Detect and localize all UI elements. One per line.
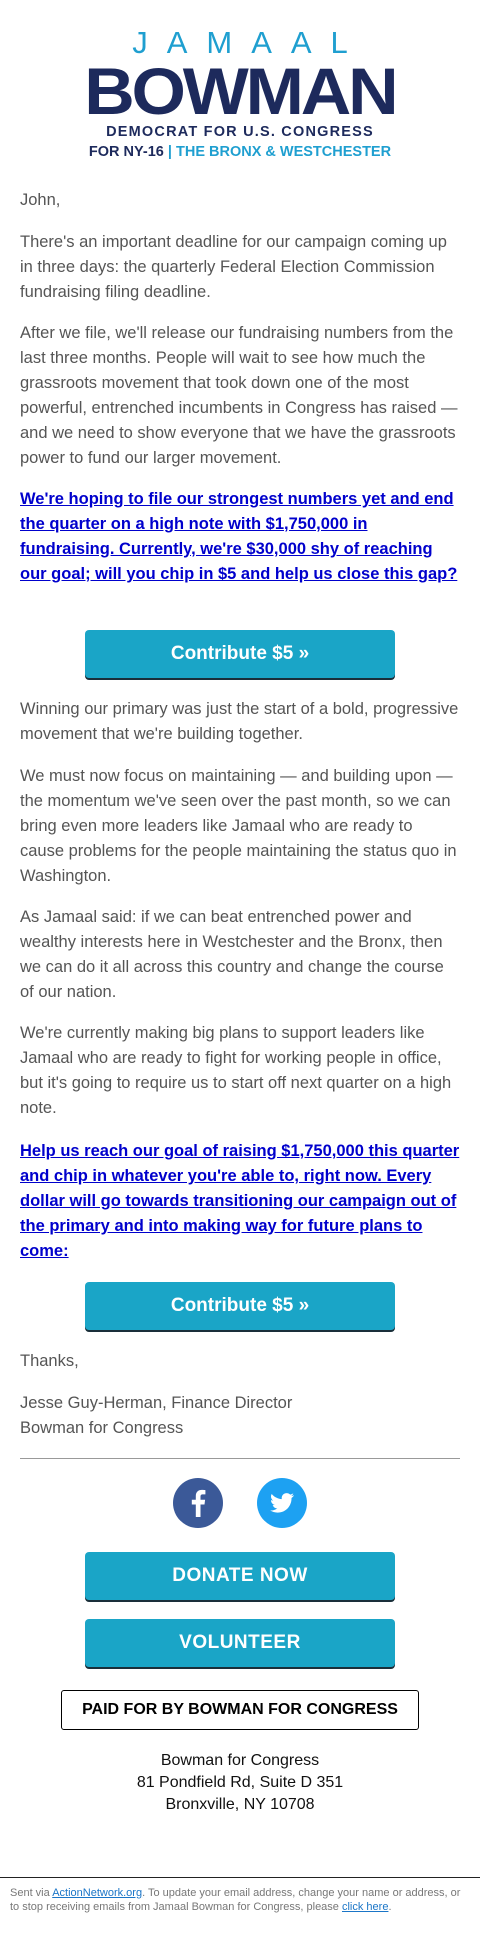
address-name: Bowman for Congress — [160, 1752, 320, 1769]
logo-district-label: FOR NY-16 — [88, 144, 164, 160]
paid-for-disclaimer: PAID FOR BY BOWMAN FOR CONGRESS — [61, 1690, 419, 1730]
logo-district: FOR NY-16 | THE BRONX & WESTCHESTER — [88, 144, 392, 160]
unsubscribe-link[interactable]: click here — [341, 1901, 389, 1913]
email-container — [20, 0, 460, 1813]
twitter-icon[interactable] — [257, 1478, 307, 1528]
footer — [10, 1886, 470, 1914]
footer-sent-via: Sent via — [10, 1887, 53, 1899]
paragraph-primary: Winning our primary was just the start of a bold, progressive movement that we're building together. — [20, 700, 459, 743]
footer-divider — [0, 1877, 480, 1878]
signer-org: Bowman for Congress — [20, 1419, 184, 1437]
paragraph-fundraising: After we file, we'll release our fundraising numbers from the last three months. People will wait to see how much the grassroots movement that took down one of the most powerful, entrenched incumbents in Congress has raised — and we need to show everyone that we have the grassroots power to fund our larger movement. — [20, 324, 458, 467]
address-street: 81 Pondfield Rd, Suite D 351 — [136, 1774, 344, 1791]
signer-name: Jesse Guy-Herman, Finance Director — [20, 1394, 293, 1412]
contribute-button-2[interactable]: Contribute $5 » — [85, 1282, 395, 1330]
footer-text: . To update your email address, change your name or address, or to stop receiving emails from Jamaal Bowman for Congress, please — [10, 1887, 461, 1913]
logo-subtitle: DEMOCRAT FOR U.S. CONGRESS — [106, 124, 374, 140]
contribute-button-1[interactable]: Contribute $5 » — [85, 630, 395, 678]
greeting: John, — [20, 191, 61, 209]
logo-first-name: JAMAAL — [132, 25, 367, 60]
paragraph-momentum: We must now focus on maintaining — and building upon — the momentum we've seen over the past month, so we can bring even more leaders like Jamaal who are ready to cause problems for the people maintaining the status quo in Washington. — [20, 767, 457, 885]
social-links — [20, 1478, 460, 1530]
donate-now-button[interactable]: DONATE NOW — [85, 1552, 395, 1600]
logo-region-label: THE BRONX & WESTCHESTER — [175, 144, 392, 160]
donate-link-strongest-numbers[interactable]: We're hoping to file our strongest numbers yet and end the quarter on a high note with $1,750,000 in fundraising. Currently, we're $30,000 shy of reaching our goal; will you chip in $5 and help us close this gap? — [20, 490, 458, 583]
campaign-logo — [20, 0, 460, 166]
logo-last-name: BOWMAN — [84, 54, 396, 128]
footer-end: . — [388, 1901, 392, 1913]
facebook-icon[interactable] — [173, 1478, 223, 1528]
mailing-address — [20, 1750, 460, 1816]
divider — [20, 1458, 460, 1459]
actionnetwork-link[interactable]: ActionNetwork.org — [52, 1887, 143, 1899]
address-city: Bronxville, NY 10708 — [165, 1796, 315, 1813]
paragraph-jamaal-said: As Jamaal said: if we can beat entrenched power and wealthy interests here in Westchester and the Bronx, then we can do it all across this country and change the course of our nation. — [20, 908, 444, 1001]
paragraph-big-plans: We're currently making big plans to support leaders like Jamaal who are ready to fight for working people in office, but it's going to require us to start off next quarter on a high note. — [20, 1024, 452, 1117]
volunteer-button[interactable]: VOLUNTEER — [85, 1619, 395, 1667]
closing-thanks: Thanks, — [20, 1352, 79, 1370]
donate-link-reach-goal[interactable]: Help us reach our goal of raising $1,750,000 this quarter and chip in whatever you're able to, right now. Every dollar will go towards transitioning our campaign out of the primary and into making way for future plans to come: — [20, 1142, 460, 1260]
paragraph-deadline: There's an important deadline for our campaign coming up in three days: the quarterly Federal Election Commission fundraising filing deadline. — [20, 233, 447, 301]
